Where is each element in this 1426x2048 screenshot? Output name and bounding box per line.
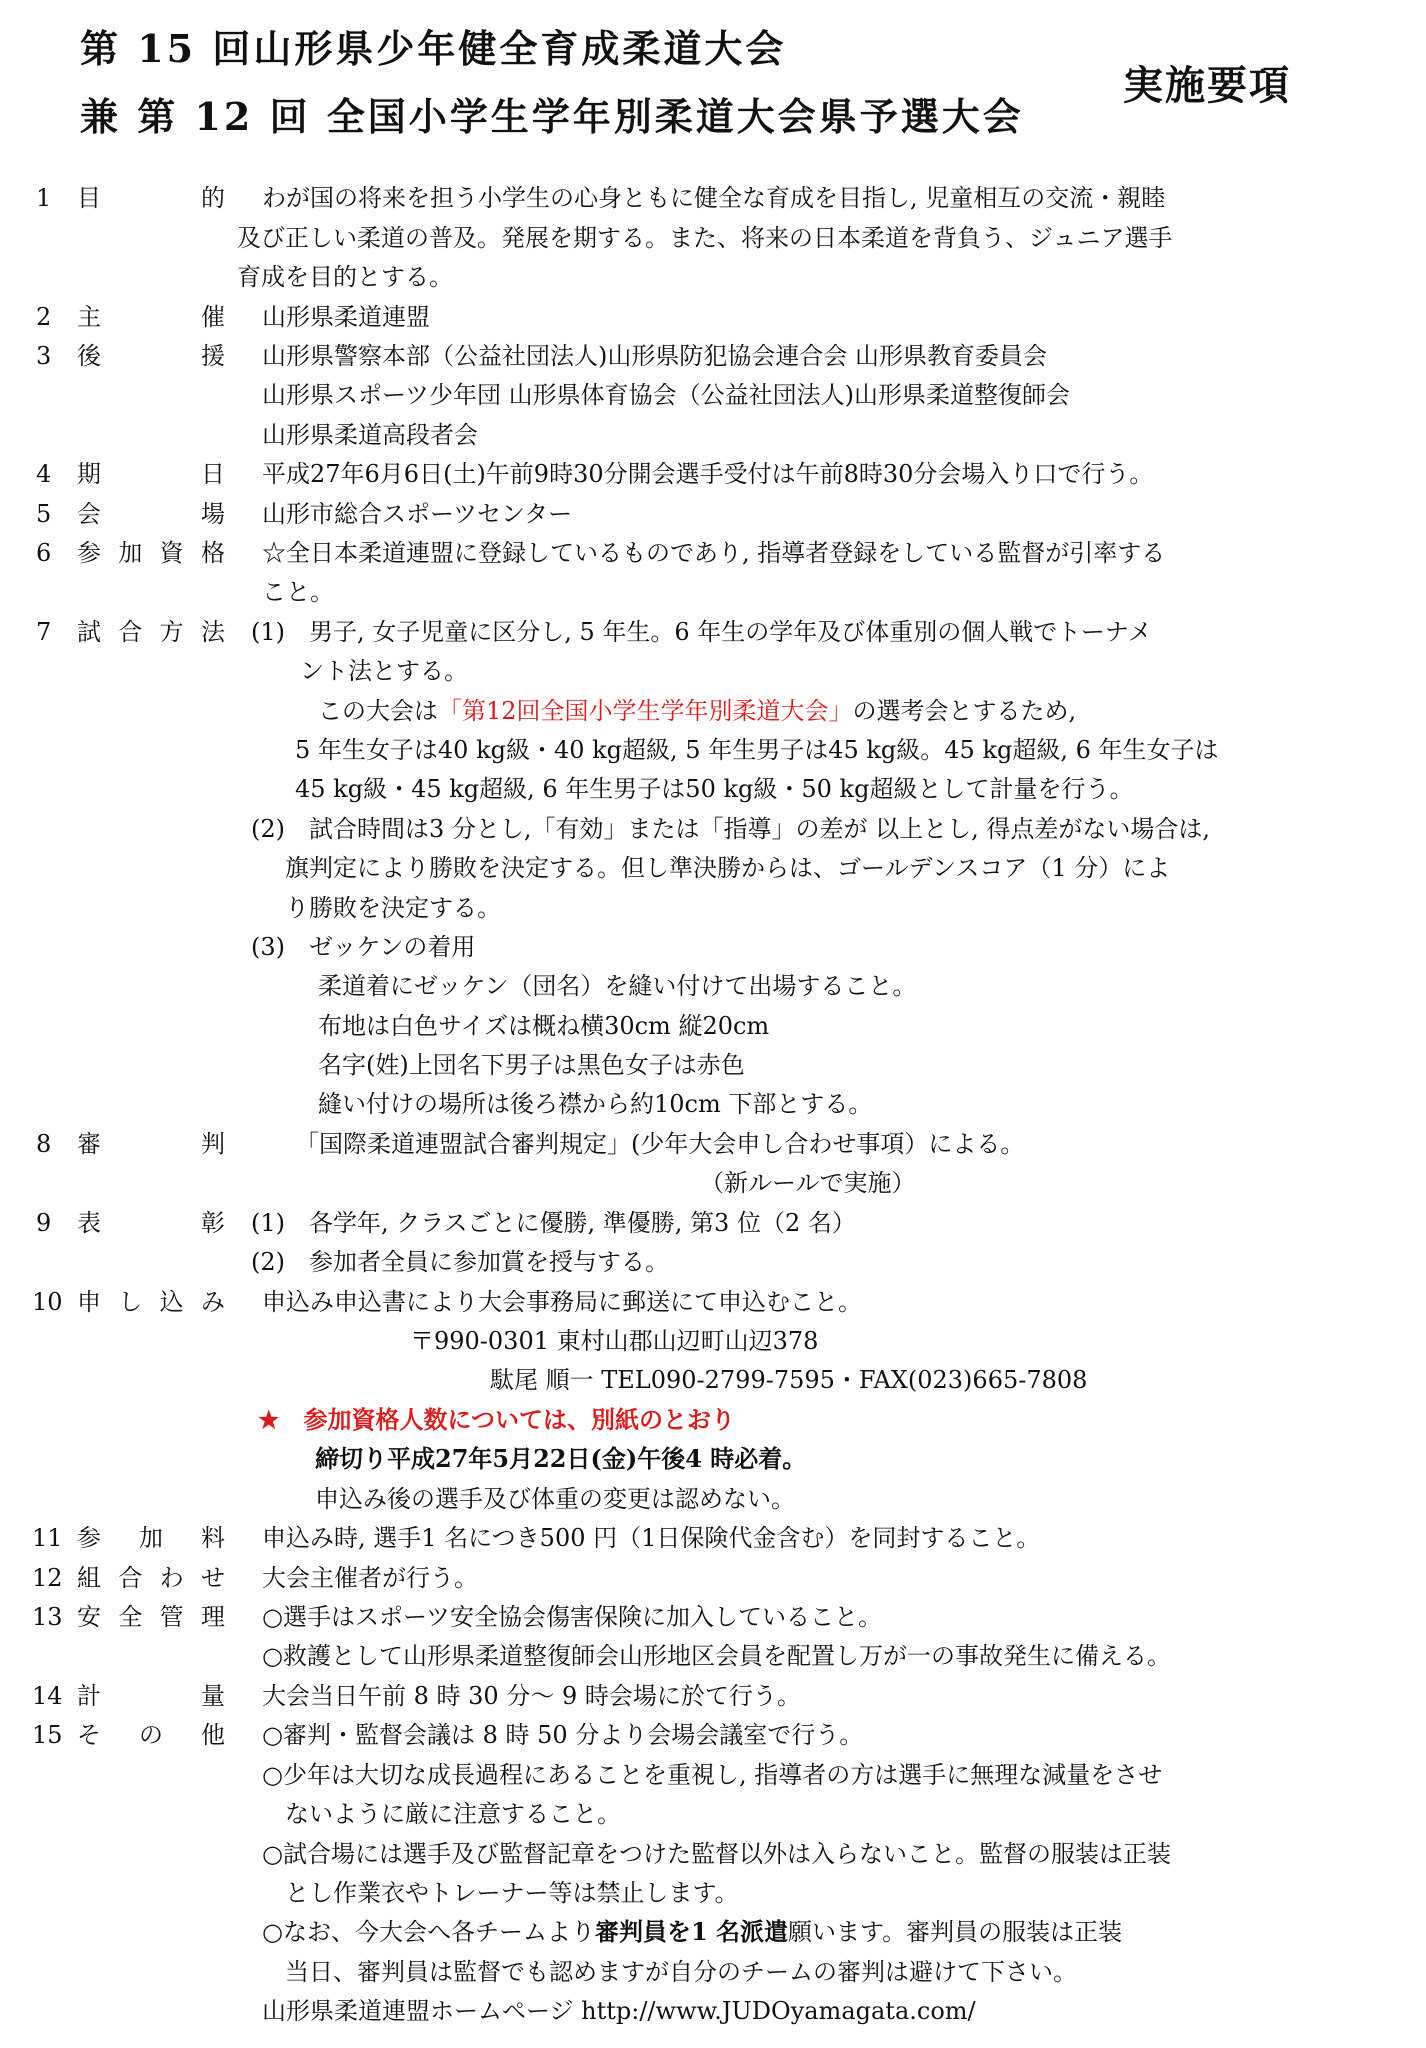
section-11-number: 11: [32, 1524, 63, 1552]
section-9-line-2: (2) 参加者全員に参加賞を授与する。: [251, 1248, 669, 1276]
section-9-number: 9: [36, 1209, 52, 1237]
section-2-label: 主 催: [77, 303, 225, 331]
section-4-number: 4: [36, 460, 52, 488]
section-6-line-1: ☆全日本柔道連盟に登録しているものであり, 指導者登録をしている監督が引率する: [262, 539, 1166, 567]
section-10-contact: 駄尾 順一 TEL090-2799-7595・FAX(023)665-7808: [490, 1366, 1088, 1394]
section-15-line-6: ○なお、今大会へ各チームより審判員を1 名派遣願います。審判員の服装は正装: [262, 1917, 1123, 1946]
section-9-line-1: (1) 各学年, クラスごとに優勝, 準優勝, 第3 位（2 名）: [251, 1209, 856, 1237]
section-6-number: 6: [36, 539, 52, 567]
section-3-number: 3: [36, 342, 52, 370]
section-13-line-2: ○救護として山形県柔道整復師会山形地区会員を配置し万が一の事故発生に備える。: [262, 1642, 1171, 1670]
section-7-line-4: 5 年生女子は40 kg級・40 kg超級, 5 年生男子は45 kg級。45 kg超級, 6 年生女子は: [295, 736, 1219, 764]
section-7-line-2: ント法とする。: [300, 657, 468, 685]
title-line-2: 兼 第 12 回 全国小学生学年別柔道大会県予選大会: [80, 94, 1024, 139]
section-13-number: 13: [32, 1603, 63, 1631]
title-suffix: 実施要項: [1123, 62, 1291, 109]
section-1-line-1: わが国の将来を担う小学生の心身ともに健全な育成を目指し, 児童相互の交流・親睦: [262, 184, 1166, 212]
section-8-label: 審 判: [77, 1130, 225, 1158]
section-10-notice: ★ 参加資格人数については、別紙のとおり: [258, 1405, 736, 1434]
section-11-line-1: 申込み時, 選手1 名につき500 円（1日保険代金含む）を同封すること。: [262, 1524, 1041, 1552]
section-1-number: 1: [36, 184, 52, 212]
section-7-line-3: この大会は「第12回全国小学生学年別柔道大会」の選考会とするため,: [318, 697, 1077, 725]
section-7-line-6: (2) 試合時間は3 分とし,「有効」または「指導」の差が 以上とし, 得点差がない場合は,: [251, 815, 1211, 843]
section-10-number: 10: [32, 1288, 63, 1316]
section-1-line-3: 育成を目的とする。: [237, 263, 453, 291]
section-6-label: 参 加 資 格: [77, 539, 225, 567]
section-7-line-12: 名字(姓)上団名下男子は黒色女子は赤色: [318, 1051, 745, 1079]
section-4-label: 期 日: [77, 460, 225, 488]
section-10-note: 申込み後の選手及び体重の変更は認めない。: [315, 1485, 795, 1513]
section-7-label: 試 合 方 法: [77, 618, 225, 646]
section-15-line-4: ○試合場には選手及び監督記章をつけた監督以外は入らないこと。監督の服装は正装: [262, 1840, 1171, 1868]
section-7-line-9: (3) ゼッケンの着用: [251, 933, 476, 961]
section-15-line-1: ○審判・監督会議は 8 時 50 分より会場会議室で行う。: [262, 1721, 864, 1749]
title-line-1: 第 15 回山形県少年健全育成柔道大会: [80, 26, 787, 71]
section-10-address: 〒990-0301 東村山郡山辺町山辺378: [410, 1327, 819, 1355]
section-8-line-1: 「国際柔道連盟試合審判規定」(少年大会申し合わせ事項）による。: [295, 1130, 1025, 1158]
section-8-number: 8: [36, 1130, 52, 1158]
section-15-number: 15: [32, 1721, 63, 1749]
section-6-line-2: こと。: [262, 578, 334, 606]
section-4-line-1: 平成27年6月6日(土)午前9時30分開会選手受付は午前8時30分会場入り口で行う。: [262, 460, 1154, 488]
section-7-line-8: り勝敗を決定する。: [285, 894, 501, 922]
section-7-line-13: 縫い付けの場所は後ろ襟から約10cm 下部とする。: [318, 1090, 873, 1118]
section-14-label: 計 量: [77, 1682, 225, 1710]
section-3-line-1: 山形県警察本部（公益社団法人)山形県防犯協会連合会 山形県教育委員会: [262, 342, 1047, 370]
section-15-label: そ の 他: [77, 1721, 225, 1749]
section-5-line-1: 山形市総合スポーツセンター: [262, 500, 573, 528]
section-3-line-2: 山形県スポーツ少年団 山形県体育協会（公益社団法人)山形県柔道整復師会: [262, 381, 1071, 409]
section-11-label: 参 加 料: [77, 1524, 225, 1552]
section-15-line-3: ないように厳に注意すること。: [285, 1800, 621, 1828]
section-1-label: 目 的: [77, 184, 225, 212]
section-9-label: 表 彰: [77, 1209, 225, 1237]
section-15-line-5: とし作業衣やトレーナー等は禁止します。: [285, 1879, 739, 1907]
section-2-number: 2: [36, 303, 52, 331]
section-15-line-2: ○少年は大切な成長過程にあることを重視し, 指導者の方は選手に無理な減量をさせ: [262, 1761, 1163, 1789]
section-10-line-1: 申込み申込書により大会事務局に郵送にて申込むこと。: [262, 1288, 862, 1316]
highlight-tournament-name: 「第12回全国小学生学年別柔道大会」: [438, 697, 853, 725]
section-15-line-7: 当日、審判員は監督でも認めますが自分のチームの審判は避けて下さい。: [285, 1958, 1077, 1986]
section-13-line-1: ○選手はスポーツ安全協会傷害保険に加入していること。: [262, 1603, 882, 1631]
section-7-line-10: 柔道着にゼッケン（団名）を縫い付けて出場すること。: [318, 972, 917, 1000]
section-15-homepage: 山形県柔道連盟ホームページ http://www.JUDOyamagata.com/: [262, 1997, 976, 2025]
star-icon: ★: [258, 1405, 280, 1434]
section-12-label: 組 合 わ せ: [77, 1564, 225, 1592]
section-10-label: 申 し 込 み: [77, 1288, 225, 1316]
section-7-number: 7: [36, 618, 52, 646]
section-10-deadline: 締切り平成27年5月22日(金)午後4 時必着。: [315, 1444, 807, 1473]
section-14-number: 14: [32, 1682, 63, 1710]
section-7-line-1: (1) 男子, 女子児童に区分し, 5 年生。6 年生の学年及び体重別の個人戦でトーナメ: [251, 618, 1152, 646]
section-14-line-1: 大会当日午前 8 時 30 分～ 9 時会場に於て行う。: [262, 1682, 801, 1710]
section-5-label: 会 場: [77, 500, 225, 528]
section-3-label: 後 援: [77, 342, 225, 370]
section-13-label: 安 全 管 理: [77, 1603, 225, 1631]
section-12-line-1: 大会主催者が行う。: [262, 1564, 478, 1592]
section-8-line-2: （新ルールで実施）: [700, 1169, 916, 1197]
section-3-line-3: 山形県柔道高段者会: [262, 421, 478, 449]
section-1-line-2: 及び正しい柔道の普及。発展を期する。また、将来の日本柔道を背負う、ジュニア選手: [237, 224, 1173, 252]
section-2-line-1: 山形県柔道連盟: [262, 303, 430, 331]
section-7-line-5: 45 kg級・45 kg超級, 6 年生男子は50 kg級・50 kg超級として計量を行う。: [295, 775, 1134, 803]
section-7-line-11: 布地は白色サイズは概ね横30cm 縦20cm: [318, 1012, 770, 1040]
section-7-line-7: 旗判定により勝敗を決定する。但し準決勝からは、ゴールデンスコア（1 分）によ: [285, 854, 1171, 882]
section-5-number: 5: [36, 500, 52, 528]
section-12-number: 12: [32, 1564, 63, 1592]
referee-dispatch-emphasis: 審判員を1 名派遣: [594, 1917, 789, 1946]
